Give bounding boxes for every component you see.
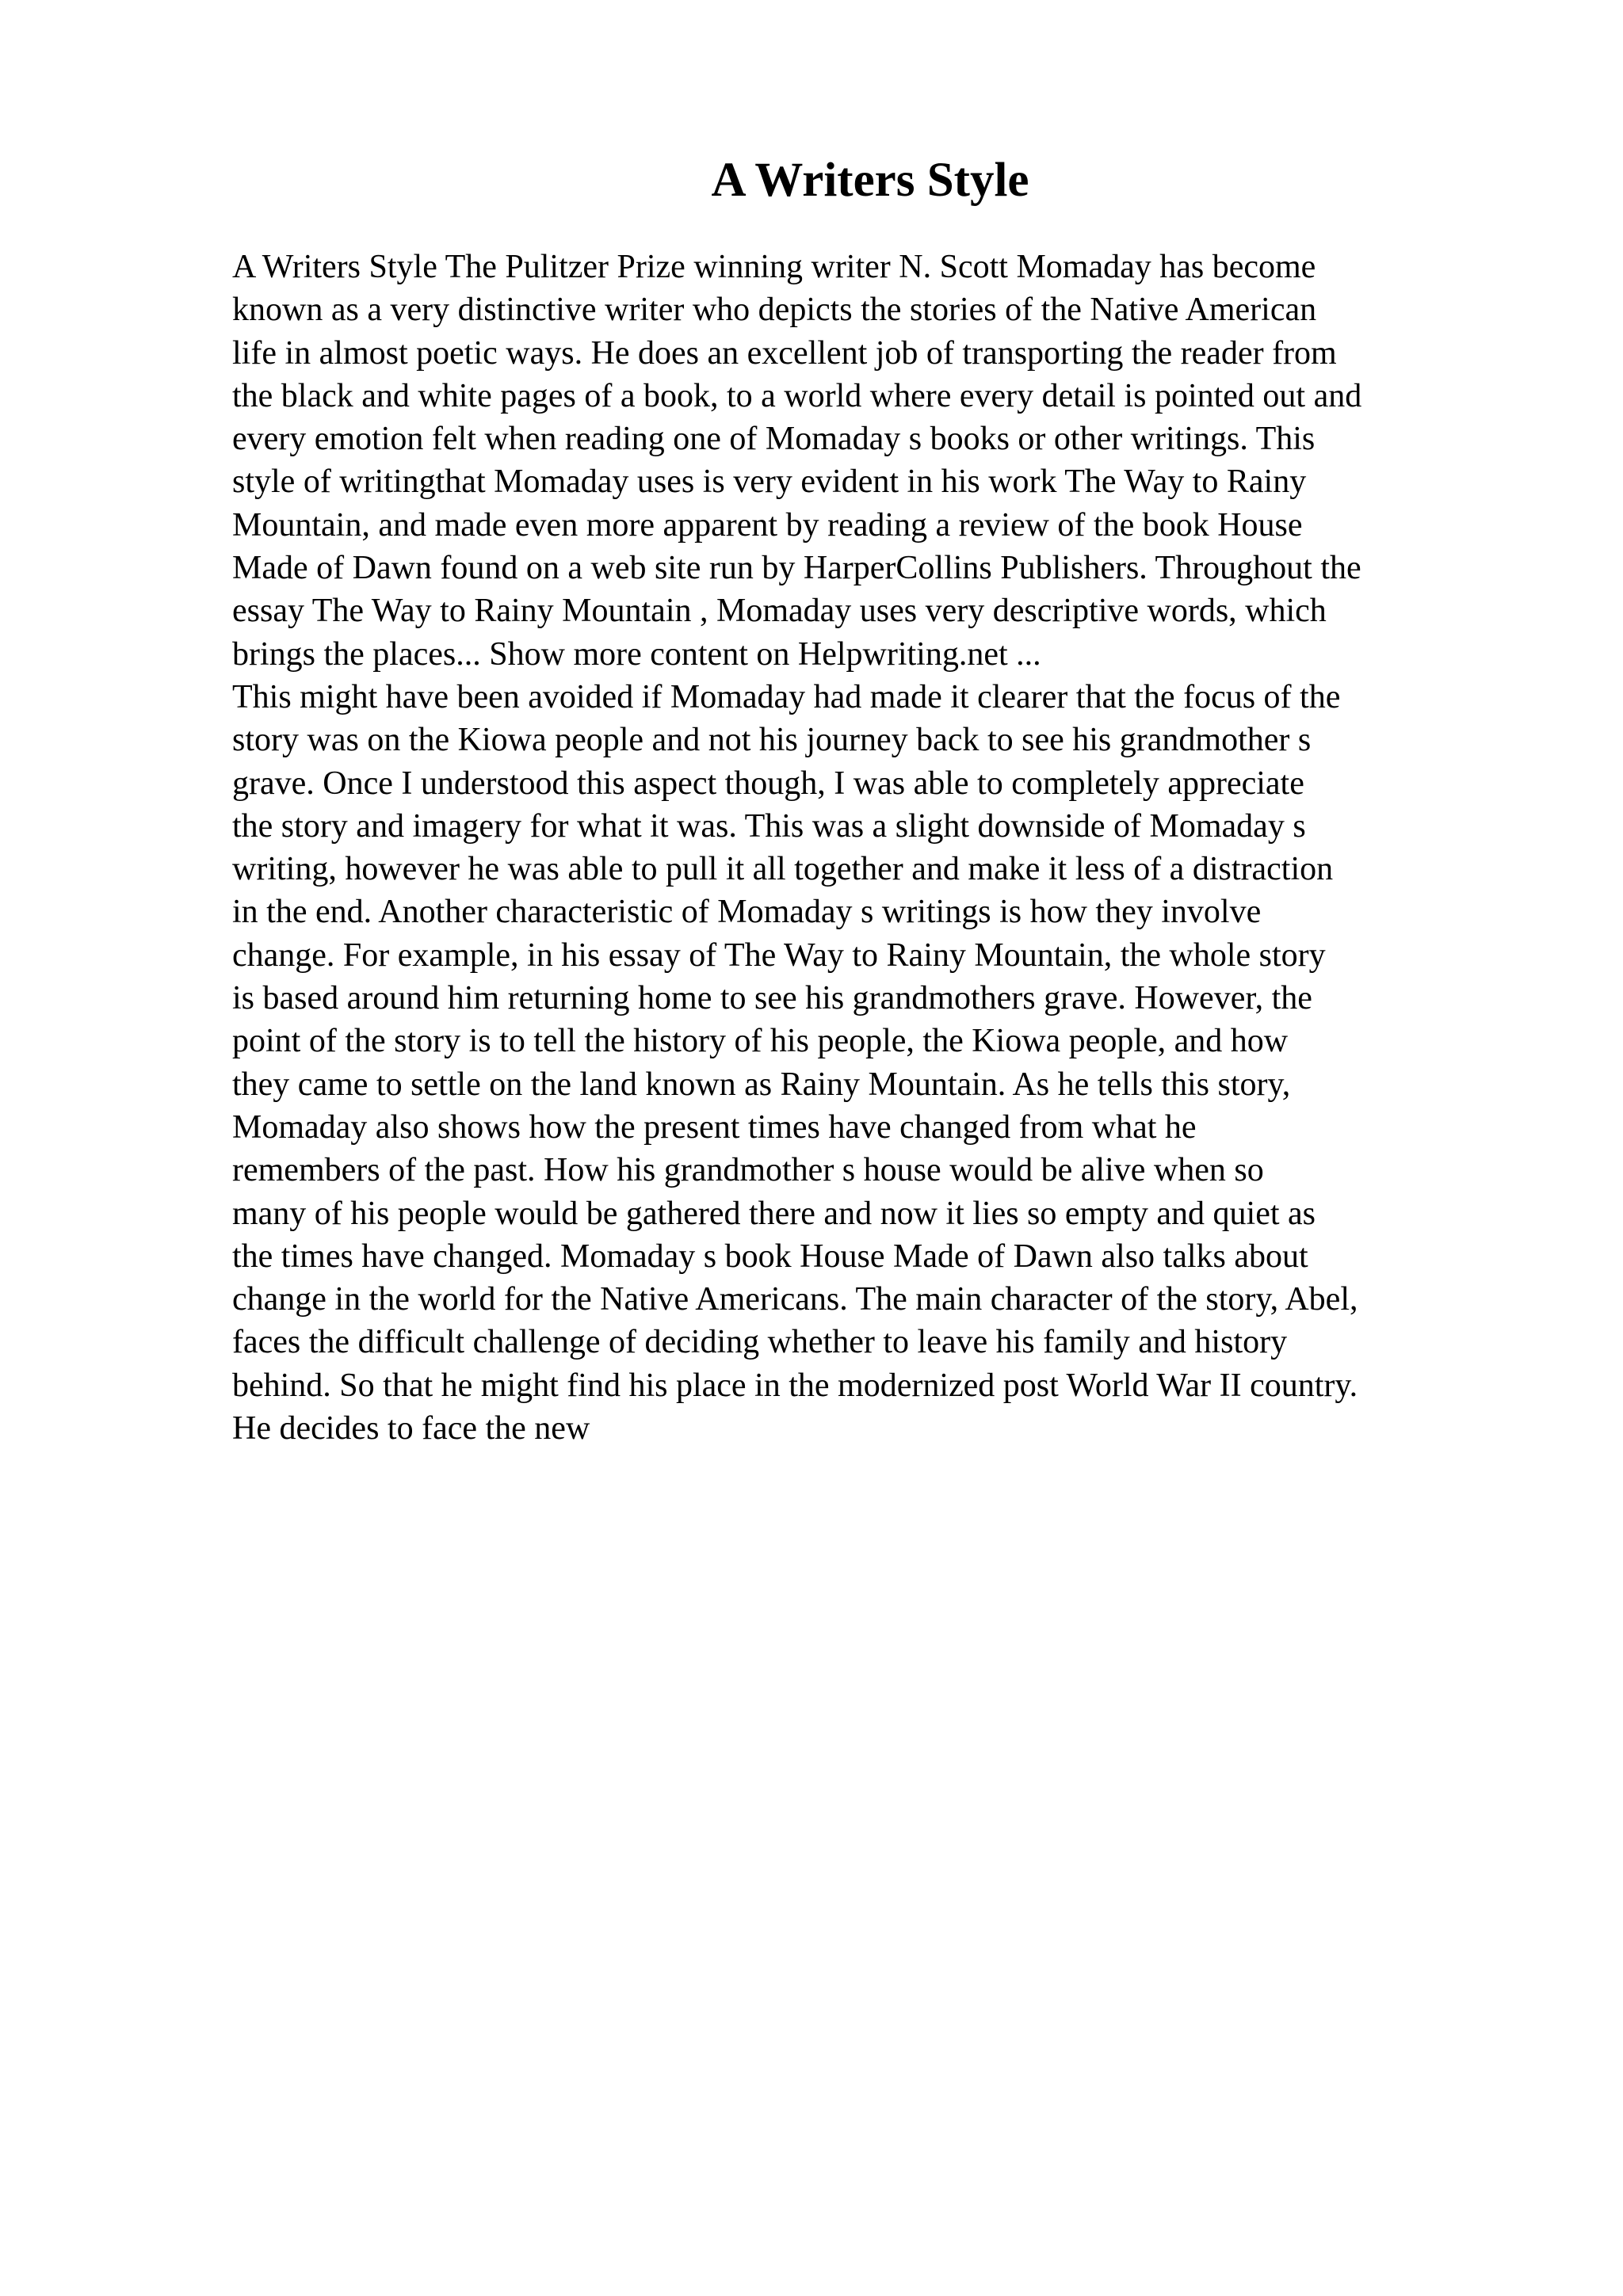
body-line: essay The Way to Rainy Mountain , Momaday uses very descriptive words, which	[232, 593, 1327, 630]
body-line: the story and imagery for what it was. This was a slight downside of Momaday s	[232, 807, 1306, 845]
body-line: in the end. Another characteristic of Momaday s writings is how they involve	[232, 894, 1262, 931]
body-line: A Writers Style The Pulitzer Prize winning writer N. Scott Momaday has become	[232, 249, 1316, 285]
body-line: Mountain, and made even more apparent by reading a review of the book House	[232, 506, 1303, 543]
body-line: known as a very distinctive writer who depicts the stories of the Native American	[232, 292, 1317, 329]
body-line: every emotion felt when reading one of Momaday s books or other writings. This	[232, 421, 1316, 458]
body-line: He decides to face the new	[232, 1410, 590, 1447]
body-line: the black and white pages of a book, to a world where every detail is pointed out and	[232, 377, 1362, 414]
body-line: is based around him returning home to see his grandmothers grave. However, the	[232, 980, 1312, 1017]
body-line: Momaday also shows how the present times have changed from what he	[232, 1108, 1197, 1146]
document-body	[232, 246, 1516, 1450]
body-line: behind. So that he might find his place in the modernized post World War II country.	[232, 1367, 1358, 1404]
body-line: many of his people would be gathered there and now it lies so empty and quiet as	[232, 1195, 1316, 1232]
body-line: remembers of the past. How his grandmother s house would be alive when so	[232, 1152, 1264, 1189]
body-line: faces the difficult challenge of deciding whether to leave his family and history	[232, 1324, 1288, 1361]
body-line: Made of Dawn found on a web site run by HarperCollins Publishers. Throughout the	[232, 550, 1361, 587]
body-line: life in almost poetic ways. He does an excellent job of transporting the reader from	[232, 334, 1337, 372]
body-line: the times have changed. Momaday s book House Made of Dawn also talks about	[232, 1238, 1308, 1275]
body-line: This might have been avoided if Momaday had made it clearer that the focus of the	[232, 678, 1341, 715]
body-line: writing, however he was able to pull it all together and make it less of a distraction	[232, 851, 1334, 888]
body-line: point of the story is to tell the history of his people, the Kiowa people, and how	[232, 1023, 1289, 1060]
body-line: story was on the Kiowa people and not his journey back to see his grandmother s	[232, 722, 1312, 759]
body-line: change in the world for the Native Americans. The main character of the story, Abel,	[232, 1281, 1358, 1318]
document-title: A Writers Style	[711, 154, 1029, 207]
body-line: they came to settle on the land known as Rainy Mountain. As he tells this story,	[232, 1066, 1291, 1103]
body-line: change. For example, in his essay of The Way to Rainy Mountain, the whole story	[232, 936, 1326, 974]
body-line: style of writingthat Momaday uses is very evident in his work The Way to Rainy	[232, 463, 1307, 501]
body-line: brings the places... Show more content on Helpwriting.net ...	[232, 635, 1041, 673]
body-line: grave. Once I understood this aspect though, I was able to completely appreciate	[232, 765, 1304, 802]
